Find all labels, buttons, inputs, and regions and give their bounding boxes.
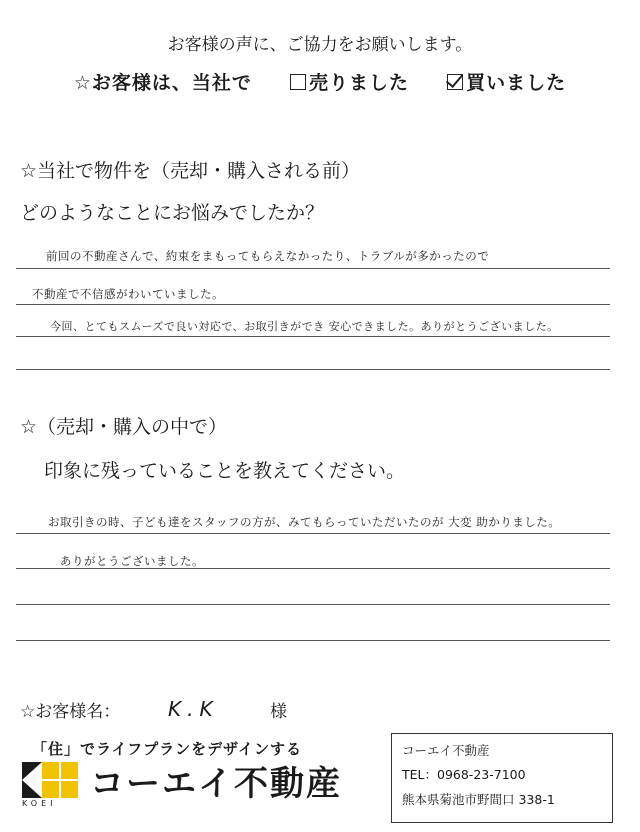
answer-rule [16, 304, 610, 305]
q1-heading: ☆当社で物件を（売却・購入される前） [20, 160, 361, 182]
intro-text: お客様は、当社で [91, 72, 252, 94]
answer-rule [16, 268, 610, 269]
contact-phone: TEL：0968-23-7100 [402, 767, 526, 782]
contact-address: 熊本県菊池市野間口 338-1 [402, 792, 555, 807]
q2-answer-line-2: ありがとうございました。 [60, 554, 204, 568]
q1-answer-line-2: 不動産で不信感がわいていました。 [32, 287, 224, 301]
q2-question: 印象に残っていることを教えてください。 [44, 460, 406, 482]
q1-answer-line-1: 前回の不動産さんで、約束をまもってもらえなかったり、トラブルが多かったので [46, 249, 490, 263]
brand-romaji: KOEI [22, 799, 57, 808]
company-brand-name: コーエイ不動産 [90, 764, 342, 804]
customer-name: K.K [168, 697, 219, 721]
bought-checkbox[interactable] [447, 74, 463, 90]
sold-label: 売りました [309, 72, 410, 94]
star-mark: ☆ [73, 72, 92, 94]
transaction-type-line [0, 68, 640, 95]
answer-rule [16, 533, 610, 534]
answer-rule [16, 568, 610, 569]
answer-rule [16, 369, 610, 370]
customer-name-label: ☆お客様名： [20, 702, 121, 722]
q2-answer-line-1: お取引きの時、子ども達をスタッフの方が、みてもらっていただいたのが 大変 助かりました。 [48, 515, 561, 529]
sold-checkbox[interactable] [290, 74, 306, 90]
contact-company-name: コーエイ不動産 [402, 743, 490, 758]
q1-answer-line-3: 今回、とてもスムーズで良い対応で、お取引きができ 安心できました。ありがとうございました。 [50, 320, 559, 333]
koei-logo-icon [22, 762, 80, 798]
answer-rule [16, 604, 610, 605]
q2-heading: ☆（売却・購入の中で） [20, 416, 228, 438]
answer-rule [16, 640, 610, 641]
company-slogan: 「住」でライフプランをデザインする [32, 740, 303, 758]
customer-suffix: 様 [270, 702, 287, 722]
request-heading: お客様の声に、ご協力をお願いします。 [167, 35, 473, 55]
bought-label: 買いました [466, 72, 567, 94]
answer-rule [16, 336, 610, 337]
q1-question: どのようなことにお悩みでしたか？ [20, 202, 325, 224]
